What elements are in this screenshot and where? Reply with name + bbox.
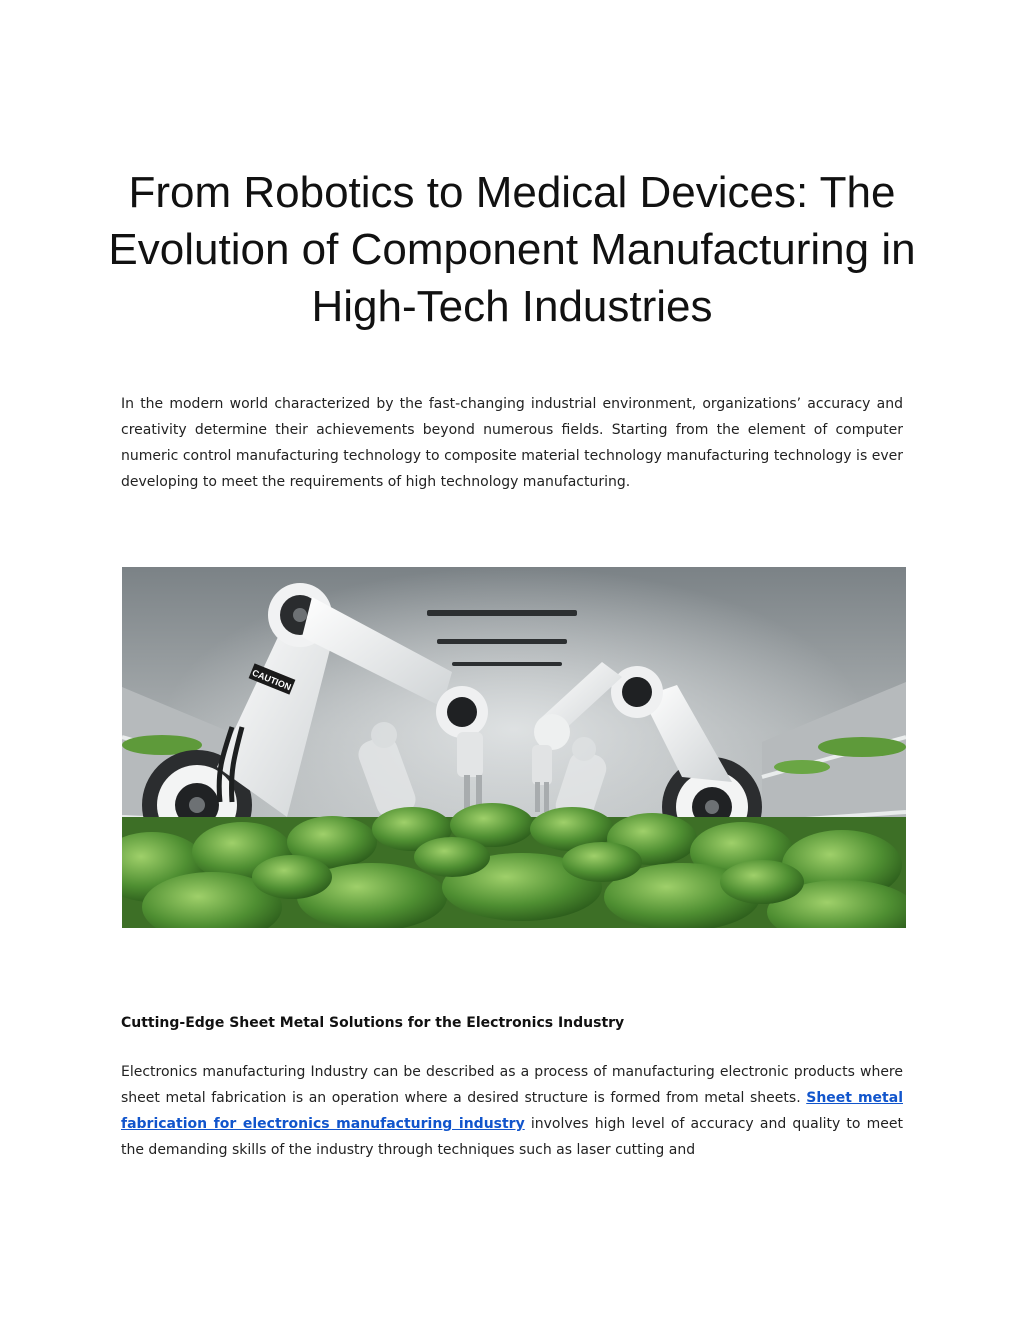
hero-image — [122, 567, 906, 928]
caution-label: CAUTION — [250, 667, 293, 693]
intro-paragraph: In the modern world characterized by the fast-changing industrial environment, organizations’ accuracy and creativity determine their achievements beyond numerous fields. Starting from the element of computer numeric control manufacturing technology to composite material technology manufacturing technology is ever developing to meet the requirements of high technology manufacturing. — [121, 396, 903, 490]
section-heading: Cutting-Edge Sheet Metal Solutions for the Electronics Industry — [121, 1015, 625, 1031]
section-text-before-link: Electronics manufacturing Industry can be described as a process of manufacturing electronic products where sheet metal fabrication is an operation where a desired structure is formed from metal sheets. — [121, 1064, 903, 1106]
page-title: From Robotics to Medical Devices: The Evolution of Component Manufacturing in High-Tech Industries — [108, 168, 916, 331]
sheet-metal-fabrication-link[interactable]: Sheet metal fabrication for electronics manufacturing industry — [121, 1090, 903, 1132]
section-text-after-link: involves high level of accuracy and quality to meet the demanding skills of the industry through techniques such as laser cutting and — [121, 1116, 903, 1158]
section-paragraph — [121, 1059, 903, 1163]
